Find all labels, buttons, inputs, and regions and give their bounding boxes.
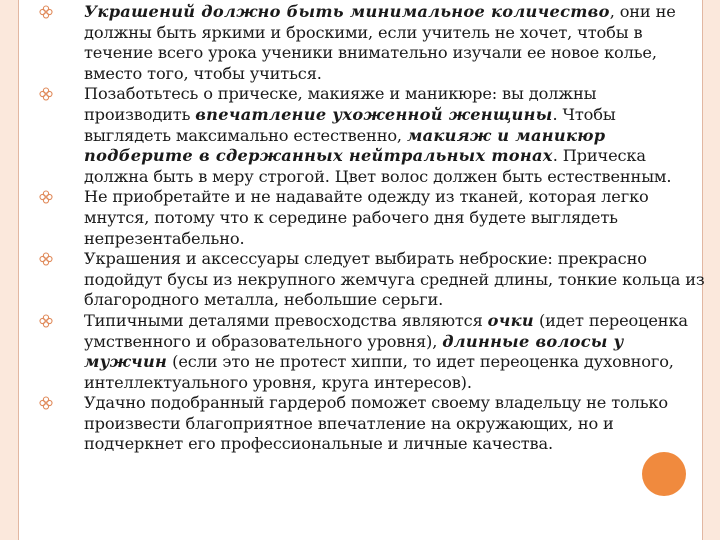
flower-bullet-icon <box>39 5 53 19</box>
bullet-text: . Чтобы выглядеть максимально естественно, <box>84 104 616 145</box>
bullet-item <box>39 249 707 311</box>
bullet-text: , они не должны быть яркими и броскими, если учитель не хочет, чтобы в течение всего урока ученики внимательно изучали ее новое колье, вместо того, чтобы учиться. <box>84 2 676 83</box>
bullet-item <box>39 311 707 393</box>
flower-bullet-icon <box>39 190 53 204</box>
bullet-list <box>39 2 707 455</box>
bullet-text: (если это не протест хиппи, то идет переоценка духовного, интеллектуального уровня, круга интересов). <box>84 352 674 392</box>
flower-bullet-icon <box>39 87 53 101</box>
emphasized-text: длинные волосы у мужчин <box>84 331 624 372</box>
decorative-orange-circle <box>642 452 686 496</box>
flower-bullet-icon <box>39 314 53 328</box>
bullet-text: Позаботьтесь о прическе, макияже и маникюре: вы должны производить <box>84 84 597 124</box>
bullet-item <box>39 84 707 187</box>
bullet-item <box>39 2 707 84</box>
bullet-text: Типичными деталями превосходства являются <box>84 310 488 330</box>
bullet-text: (идет переоценка умственного и образовательного уровня), <box>84 310 688 351</box>
slide-content-panel <box>18 0 703 540</box>
bullet-item <box>39 393 707 455</box>
flower-bullet-icon <box>39 252 53 266</box>
bullet-item <box>39 187 707 249</box>
bullet-text: Удачно подобранный гардероб поможет своему владельцу не только произвести благоприятное впечатление на окружающих, но и подчеркнет его профессиональные и личные качества. <box>84 393 668 454</box>
bullet-text: Украшения и аксессуары следует выбирать неброские: прекрасно подойдут бусы из некрупного жемчуга средней длины, тонкие кольца из благородного металла, небольшие серьги. <box>84 249 705 310</box>
emphasized-text: впечатление ухоженной женщины <box>195 104 553 124</box>
emphasized-text: Украшений должно быть минимальное количество <box>84 2 610 21</box>
emphasized-text: макияж и маникюр подберите в сдержанных нейтральных тонах <box>84 125 606 166</box>
bullet-text: . Прическа должна быть в меру строгой. Цвет волос должен быть естественным. <box>84 146 672 186</box>
bullet-text: Не приобретайте и не надавайте одежду из тканей, которая легко мнутся, потому что к середине рабочего дня будете выглядеть непрезентабельно. <box>84 187 649 248</box>
emphasized-text: очки <box>487 310 534 330</box>
flower-bullet-icon <box>39 396 53 410</box>
